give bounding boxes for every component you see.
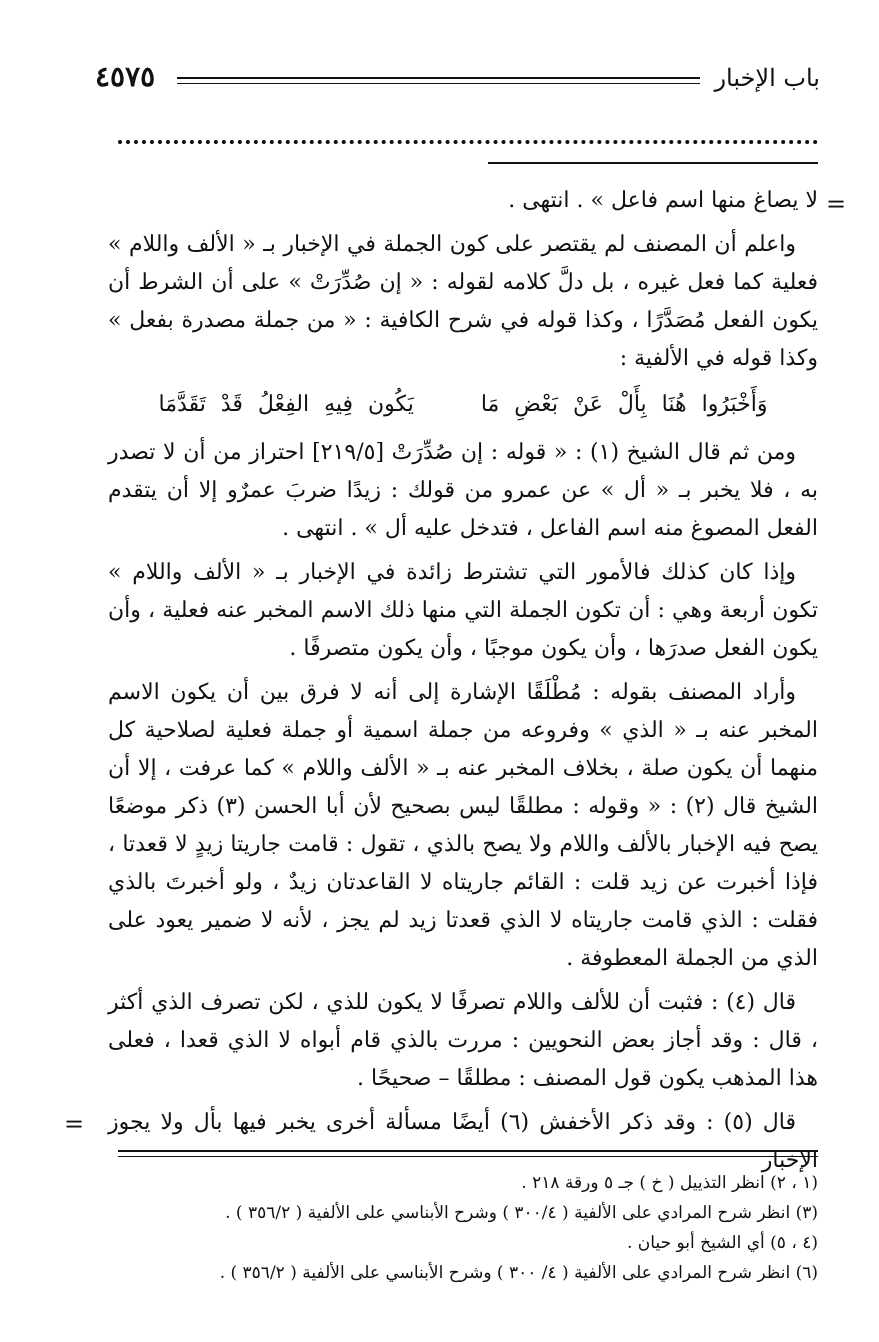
verse-second-hemistich: يَكُون فِيهِ الفِعْلُ قَدْ تَقَدَّمَا <box>158 392 414 417</box>
paragraph-6: قال (٤) : فثبت أن للألف واللام تصرفًا لا يكون للذي ، لكن تصرف الذي أكثر ، قال : وقد أجاز بعض النحويين : مررت بالذي قام أبواه لا الذي قعدا ، فعلى هذا المذهب يكون قول المصنف : مطلقًا – صحيحًا . <box>108 990 818 1091</box>
paragraph-7: قال (٥) : وقد ذكر الأخفش (٦) أيضًا مسألة أخرى يخبر فيها بأل ولا يجوز الإخبار <box>108 1110 818 1173</box>
paragraph-3: ومن ثم قال الشيخ (١) : « قوله : إن صُدِّرَتْ [٢١٩/٥] احتراز من أن لا تصدر به ، فلا يخبر بـ « أل » عن عمرو من قولك : زيدًا ضربَ عمرٌو إلا أن يتقدم الفعل المصوغ منه اسم الفاعل ، فتدخل عليه أل » . انتهى . <box>108 440 818 541</box>
chapter-title: باب الإخبار <box>714 64 820 92</box>
footnotes <box>108 1168 818 1288</box>
verse-line <box>108 384 818 426</box>
footnote-2: (٣) انظر شرح المرادي على الألفية ( ٣٠٠/٤ ) وشرح الأبناسي على الألفية ( ٣٥٦/٢ ) . <box>225 1203 818 1223</box>
section-rule <box>488 162 818 164</box>
header-rule-thin <box>177 83 700 84</box>
header-rule <box>177 77 700 79</box>
paragraph-5: وأراد المصنف بقوله : مُطْلَقًا الإشارة إلى أنه لا فرق بين أن يكون الاسم المخبر عنه بـ « الذي » وفروعه من جملة اسمية أو جملة فعلية لصلاحية كل منهما أن يكون صلة ، بخلاف المخبر عنه بـ « الألف واللام » كما عرفت ، إلا أن الشيخ قال (٢) : « وقوله : مطلقًا ليس بصحيح لأن أبا الحسن (٣) ذكر موضعًا يصح فيه الإخبار بالألف واللام ولا يصح بالذي ، تقول : قامت جاريتا زيدٍ لا قعدتا ، فإذا أخبرت عن زيد قلت : القائم جاريتاه لا القاعدتان زيدٌ ، ولو أخبرتَ بالذي فقلت : الذي قامت جاريتاه لا الذي قعدتا زيد لم يجز ، لأنه لا ضمير يعود على الذي من الجملة المعطوفة . <box>108 680 819 971</box>
footnote-1: (١ ، ٢) انظر التذييل ( خ ) جـ ٥ ورقة ٢١٨ . <box>521 1173 818 1193</box>
paragraph-1: لا يصاغ منها اسم فاعل » . انتهى . <box>508 188 818 213</box>
footnote-4: (٦) انظر شرح المرادي على الألفية ( ٤/ ٣٠٠ ) وشرح الأبناسي على الألفية ( ٣٥٦/٢ ) . <box>219 1263 818 1283</box>
continuation-mark-bottom: = <box>64 1110 85 1138</box>
verse-first-hemistich: وَأَخْبَرُوا هُنَا بِأَلْ عَنْ بَعْضِ مَا <box>480 392 768 417</box>
dotted-separator <box>118 128 818 144</box>
continuation-mark-top: = <box>826 190 847 218</box>
footnote-3: (٤ ، ٥) أي الشيخ أبو حيان . <box>626 1233 818 1253</box>
footnote-rule <box>118 1150 818 1152</box>
paragraph-2: واعلم أن المصنف لم يقتصر على كون الجملة في الإخبار بـ « الألف واللام » فعلية كما فعل غيره ، بل دلَّ كلامه لقوله : « إن صُدِّرَتْ » على أن الشرط أن يكون الفعل مُصَدَّرًا ، وكذا قوله في شرح الكافية : « من جملة مصدرة بفعل » وكذا قوله في الألفية : <box>108 232 818 371</box>
running-header <box>95 62 820 102</box>
main-text <box>108 182 818 1186</box>
paragraph-4: وإذا كان كذلك فالأمور التي تشترط زائدة في الإخبار بـ « الألف واللام » تكون أربعة وهي : أن تكون الجملة التي منها ذلك الاسم المخبر عنه فعلية ، وأن يكون الفعل صدرَها ، وأن يكون موجبًا ، وأن يكون متصرفًا . <box>108 560 818 661</box>
footnote-rule-thin <box>118 1156 818 1157</box>
page-number: ٤٥٧٥ <box>95 60 156 93</box>
